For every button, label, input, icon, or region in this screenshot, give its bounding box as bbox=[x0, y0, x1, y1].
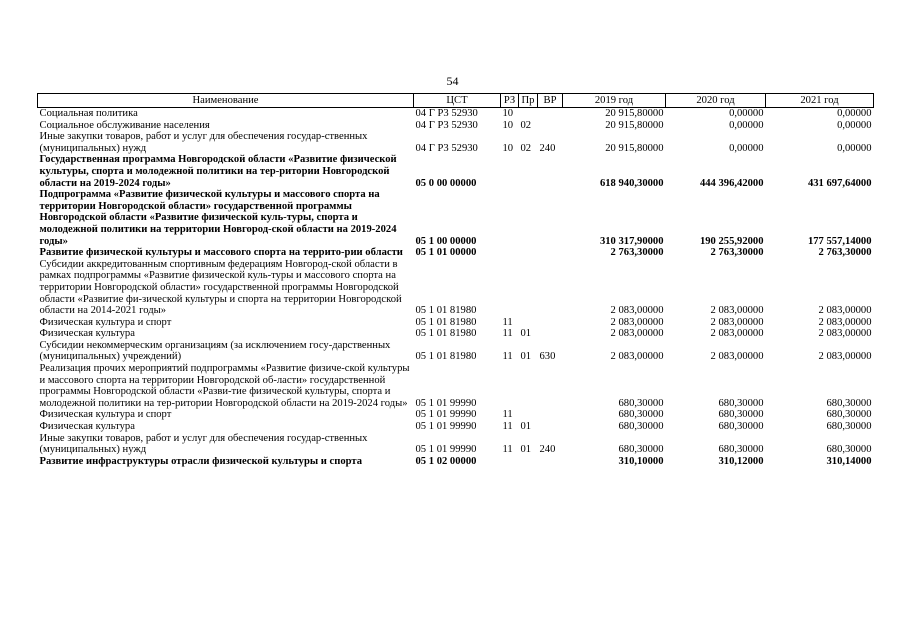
rz-cell: 11 bbox=[502, 444, 513, 456]
cst-cell: 05 1 00 00000 bbox=[415, 235, 477, 247]
value-2020-cell: 0,00000 bbox=[729, 108, 764, 119]
vr-cell: 240 bbox=[539, 142, 556, 154]
cst-cell: 05 1 02 00000 bbox=[415, 455, 477, 467]
cst-cell: 05 1 01 99990 bbox=[415, 397, 477, 409]
rz-cell: 10 bbox=[502, 119, 514, 131]
value-2020-cell: 680,30000 bbox=[718, 397, 764, 409]
name-cell: Физическая культура bbox=[39, 328, 135, 340]
name-cell: Развитие инфраструктуры отрасли физической культуры и спорта bbox=[39, 455, 363, 467]
cst-cell: 04 Г Р3 52930 bbox=[415, 119, 478, 131]
value-2020-cell: 680,30000 bbox=[718, 444, 764, 456]
rz-cell: 10 bbox=[502, 142, 514, 154]
value-2021-cell: 431 697,64000 bbox=[807, 177, 872, 189]
value-2020-cell: 2 083,00000 bbox=[710, 305, 764, 317]
table-row bbox=[38, 433, 874, 456]
table-row bbox=[38, 189, 874, 247]
name-cell: Физическая культура и спорт bbox=[39, 316, 172, 328]
header-2019: 2019 год bbox=[563, 94, 666, 108]
pr-cell bbox=[519, 259, 538, 317]
rz-cell: 10 bbox=[502, 108, 514, 119]
value-2021-cell: 2 083,00000 bbox=[818, 305, 872, 317]
value-2021-cell: 0,00000 bbox=[837, 108, 872, 119]
page-number: 54 bbox=[446, 74, 459, 88]
value-2021-cell: 680,30000 bbox=[826, 444, 872, 456]
pr-cell: 02 bbox=[520, 142, 532, 154]
table-header-row bbox=[38, 94, 874, 108]
value-2021-cell: 680,30000 bbox=[826, 397, 872, 409]
header-vr: ВР bbox=[538, 94, 563, 108]
pr-cell bbox=[519, 363, 538, 409]
value-2021-cell: 0,00000 bbox=[837, 142, 872, 154]
value-2019-cell: 310,10000 bbox=[618, 455, 664, 467]
rz-cell: 11 bbox=[502, 421, 513, 433]
name-cell: Иные закупки товаров, работ и услуг для обеспечения государ-ственных (муниципальных) нужд bbox=[39, 432, 368, 456]
rz-cell bbox=[501, 259, 519, 317]
pr-cell bbox=[519, 108, 538, 120]
name-cell: Социальная политика bbox=[39, 108, 138, 119]
value-2019-cell: 2 083,00000 bbox=[610, 351, 664, 363]
table-row bbox=[38, 120, 874, 132]
table-row bbox=[38, 421, 874, 433]
header-pr: Пр bbox=[519, 94, 538, 108]
cst-cell: 05 1 01 81980 bbox=[415, 351, 477, 363]
value-2019-cell: 680,30000 bbox=[618, 421, 664, 433]
name-cell: Субсидии аккредитованным спортивным федерациям Новгород-ской области в рамках подпрограммы «Развитие физической куль-туры и массового спорта на территории Новгородской области» государственной программы Новгородской области «Развитие фи-зической культуры и спорта на территории Новгородской области на 2014-2021 годы» bbox=[39, 258, 402, 317]
vr-cell bbox=[538, 108, 563, 120]
header-2020: 2020 год bbox=[666, 94, 766, 108]
value-2020-cell: 2 083,00000 bbox=[710, 351, 764, 363]
value-2021-cell: 177 557,14000 bbox=[807, 235, 872, 247]
pr-cell bbox=[519, 317, 538, 329]
vr-cell bbox=[538, 317, 563, 329]
cst-cell: 05 1 01 00000 bbox=[415, 247, 477, 259]
pr-cell bbox=[519, 247, 538, 259]
table-row bbox=[38, 131, 874, 154]
vr-cell bbox=[538, 421, 563, 433]
rz-cell: 11 bbox=[502, 409, 513, 421]
value-2020-cell: 444 396,42000 bbox=[699, 177, 764, 189]
value-2019-cell: 680,30000 bbox=[618, 397, 664, 409]
vr-cell: 240 bbox=[539, 444, 556, 456]
value-2021-cell: 310,14000 bbox=[826, 455, 872, 467]
value-2021-cell: 0,00000 bbox=[837, 119, 872, 131]
value-2020-cell: 2 083,00000 bbox=[710, 328, 764, 340]
value-2020-cell: 2 763,30000 bbox=[710, 247, 764, 259]
rz-cell bbox=[501, 456, 519, 468]
cst-cell: 05 1 01 99990 bbox=[415, 444, 477, 456]
table-row bbox=[38, 247, 874, 259]
value-2019-cell: 618 940,30000 bbox=[599, 177, 664, 189]
value-2021-cell: 2 763,30000 bbox=[818, 247, 872, 259]
rz-cell bbox=[501, 363, 519, 409]
value-2020-cell: 2 083,00000 bbox=[710, 316, 764, 328]
header-cst: ЦСТ bbox=[414, 94, 501, 108]
table-row bbox=[38, 409, 874, 421]
value-2019-cell: 20 915,80000 bbox=[605, 108, 664, 119]
value-2019-cell: 680,30000 bbox=[618, 409, 664, 421]
name-cell: Подпрограмма «Развитие физической культуры и массового спорта на территории Новгородской области» государственной программы Новгородской области «Развитие физической куль-туры, спорта и молодежной политики на территории Новгород-ской области на 2019-2024 годы» bbox=[39, 189, 397, 247]
header-rz: РЗ bbox=[501, 94, 519, 108]
vr-cell bbox=[538, 456, 563, 468]
name-cell: Физическая культура bbox=[39, 421, 135, 433]
pr-cell: 01 bbox=[520, 421, 532, 433]
table-row bbox=[38, 456, 874, 468]
pr-cell: 02 bbox=[520, 119, 532, 131]
rz-cell bbox=[501, 154, 519, 189]
pr-cell: 01 bbox=[520, 444, 532, 456]
vr-cell bbox=[538, 120, 563, 132]
vr-cell bbox=[538, 409, 563, 421]
value-2021-cell: 680,30000 bbox=[826, 409, 872, 421]
pr-cell bbox=[519, 409, 538, 421]
value-2021-cell: 2 083,00000 bbox=[818, 316, 872, 328]
value-2021-cell: 2 083,00000 bbox=[818, 351, 872, 363]
cst-cell: 05 1 01 99990 bbox=[415, 409, 477, 421]
cst-cell: 05 1 01 99990 bbox=[415, 421, 477, 433]
header-2021: 2021 год bbox=[766, 94, 874, 108]
value-2020-cell: 680,30000 bbox=[718, 409, 764, 421]
value-2020-cell: 680,30000 bbox=[718, 421, 764, 433]
table-row bbox=[38, 154, 874, 189]
cst-cell: 05 1 01 81980 bbox=[415, 316, 477, 328]
value-2019-cell: 2 763,30000 bbox=[610, 247, 664, 259]
vr-cell bbox=[538, 247, 563, 259]
rz-cell: 11 bbox=[502, 316, 513, 328]
rz-cell bbox=[501, 189, 519, 247]
value-2019-cell: 2 083,00000 bbox=[610, 328, 664, 340]
table-body bbox=[38, 108, 874, 468]
cst-cell: 05 0 00 00000 bbox=[415, 177, 477, 189]
vr-cell bbox=[538, 363, 563, 409]
pr-cell bbox=[519, 154, 538, 189]
cst-cell: 04 Г Р3 52930 bbox=[415, 108, 478, 119]
pr-cell: 01 bbox=[520, 351, 532, 363]
vr-cell bbox=[538, 154, 563, 189]
vr-cell bbox=[538, 328, 563, 340]
value-2019-cell: 680,30000 bbox=[618, 444, 664, 456]
header-name: Наименование bbox=[38, 94, 414, 108]
value-2019-cell: 2 083,00000 bbox=[610, 305, 664, 317]
pr-cell bbox=[519, 189, 538, 247]
value-2020-cell: 0,00000 bbox=[729, 142, 764, 154]
vr-cell: 630 bbox=[539, 351, 556, 363]
cst-cell: 05 1 01 81980 bbox=[415, 305, 477, 317]
value-2019-cell: 310 317,90000 bbox=[599, 235, 664, 247]
table-row bbox=[38, 108, 874, 120]
name-cell: Субсидии некоммерческим организациям (за исключением госу-дарственных (муниципальных) учреждений) bbox=[39, 339, 391, 363]
value-2019-cell: 20 915,80000 bbox=[605, 142, 664, 154]
cst-cell: 04 Г Р3 52930 bbox=[415, 142, 478, 154]
rz-cell: 11 bbox=[502, 351, 513, 363]
name-cell: Физическая культура и спорт bbox=[39, 409, 172, 421]
cst-cell: 05 1 01 81980 bbox=[415, 328, 477, 340]
pr-cell bbox=[519, 456, 538, 468]
name-cell: Иные закупки товаров, работ и услуг для обеспечения государ-ственных (муниципальных) нужд bbox=[39, 131, 368, 154]
table-row bbox=[38, 363, 874, 409]
value-2021-cell: 2 083,00000 bbox=[818, 328, 872, 340]
pr-cell: 01 bbox=[520, 328, 532, 340]
vr-cell bbox=[538, 259, 563, 317]
name-cell: Социальное обслуживание населения bbox=[39, 119, 210, 131]
value-2020-cell: 0,00000 bbox=[729, 119, 764, 131]
rz-cell bbox=[501, 247, 519, 259]
vr-cell bbox=[538, 189, 563, 247]
name-cell: Реализация прочих мероприятий подпрограммы «Развитие физиче-ской культуры и массового спорта на территории Новгородской об-ласти» государственной программы Новгородской области «Разви-тие физической культуры, спорта и молодежной политики на тер-ритории Новгородской области на 2019-2024 годы» bbox=[39, 363, 410, 409]
table-row bbox=[38, 340, 874, 363]
value-2020-cell: 310,12000 bbox=[718, 455, 764, 467]
table-row bbox=[38, 317, 874, 329]
value-2020-cell: 190 255,92000 bbox=[699, 235, 764, 247]
value-2019-cell: 20 915,80000 bbox=[605, 119, 664, 131]
table-row bbox=[38, 328, 874, 340]
name-cell: Государственная программа Новгородской области «Развитие физической культуры, спорта и молодежной политики на тер-ритории Новгородской области на 2019-2024 годы» bbox=[39, 154, 397, 189]
rz-cell: 11 bbox=[502, 328, 513, 340]
value-2021-cell: 680,30000 bbox=[826, 421, 872, 433]
value-2019-cell: 2 083,00000 bbox=[610, 316, 664, 328]
name-cell: Развитие физической культуры и массового спорта на террито-рии области bbox=[39, 247, 403, 259]
budget-table bbox=[37, 93, 874, 467]
table-row bbox=[38, 259, 874, 317]
